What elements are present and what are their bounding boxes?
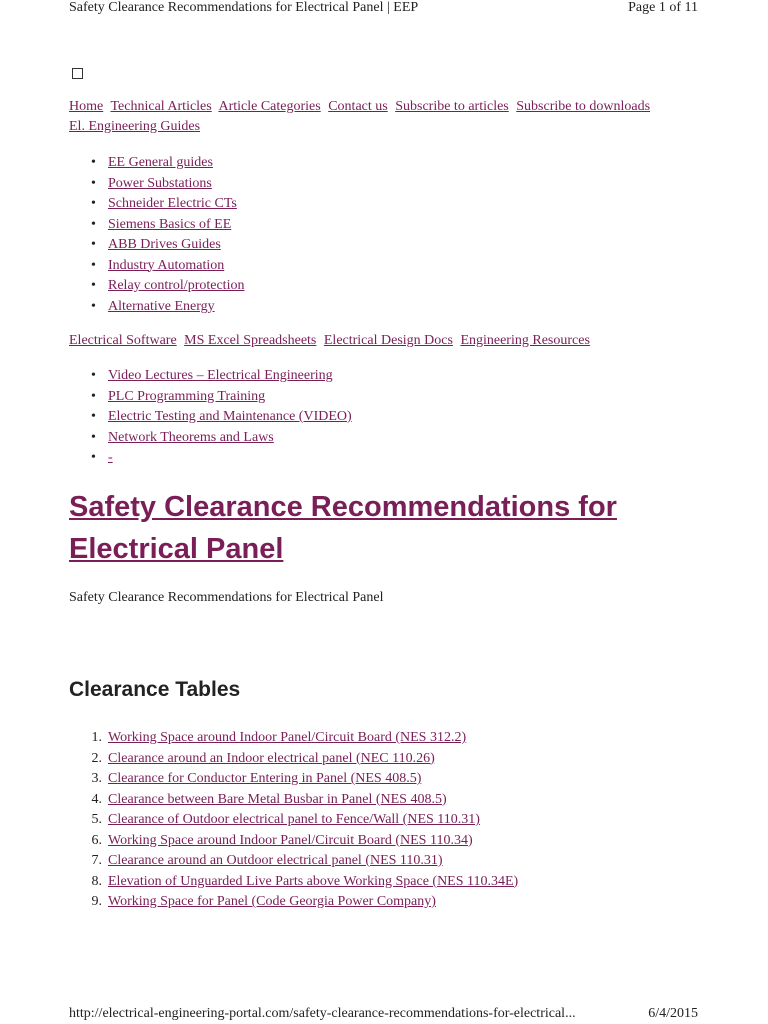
list-number: 2. (91, 750, 102, 766)
nav-link-subscribe-articles[interactable]: Subscribe to articles (395, 99, 509, 114)
list-item (69, 428, 352, 449)
resource-link[interactable]: PLC Programming Training (108, 388, 266, 404)
list-item (69, 448, 352, 469)
guide-link[interactable]: Relay control/protection (108, 278, 245, 293)
guide-link[interactable]: Industry Automation (108, 257, 225, 273)
list-item (69, 194, 244, 215)
article-subtitle: Safety Clearance Recommendations for Electrical Panel (69, 590, 384, 605)
list-item (69, 892, 518, 913)
guide-link[interactable]: Siemens Basics of EE (108, 216, 232, 232)
clearance-tables-list (69, 728, 518, 913)
nav-link-article-categories[interactable]: Article Categories (218, 99, 321, 114)
table-link[interactable]: Clearance for Conductor Entering in Panel (NES 408.5) (108, 771, 422, 786)
table-link[interactable]: Clearance around an Indoor electrical panel (NEC 110.26) (108, 750, 435, 766)
list-item (69, 407, 352, 428)
list-item (69, 851, 518, 872)
list-item (69, 153, 244, 174)
print-page-number: Page 1 of 11 (628, 0, 698, 15)
list-item (69, 297, 244, 318)
nav-link-engineering-guides[interactable]: El. Engineering Guides (69, 119, 201, 134)
menu-checkbox[interactable] (72, 68, 83, 79)
list-number: 6. (91, 832, 102, 848)
nav-link-home[interactable]: Home (69, 99, 104, 114)
list-item (69, 831, 518, 852)
list-number: 3. (91, 771, 102, 786)
list-item (69, 215, 244, 236)
list-item (69, 872, 518, 893)
list-item (69, 276, 244, 297)
list-number: 5. (91, 812, 102, 827)
nav-link-subscribe-downloads[interactable]: Subscribe to downloads (516, 99, 651, 114)
guide-link[interactable]: Alternative Energy (108, 298, 215, 314)
table-link[interactable]: Working Space around Indoor Panel/Circuit Board (NES 110.34) (108, 832, 473, 848)
nav-link-engineering-resources[interactable]: Engineering Resources (460, 333, 590, 348)
list-item (69, 728, 518, 749)
nav-link-electrical-software[interactable]: Electrical Software (69, 333, 177, 348)
list-item (69, 256, 244, 277)
nav-link-design-docs[interactable]: Electrical Design Docs (323, 333, 453, 348)
list-item (69, 366, 352, 387)
list-item (69, 749, 518, 770)
guide-link[interactable]: Power Substations (108, 175, 212, 191)
table-link[interactable]: Working Space for Panel (Code Georgia Power Company) (108, 894, 436, 909)
list-number: 8. (91, 873, 102, 889)
primary-navigation (69, 97, 669, 137)
print-header-title: Safety Clearance Recommendations for Electrical Panel | EEP (69, 0, 419, 15)
table-link[interactable]: Working Space around Indoor Panel/Circuit Board (NES 312.2) (108, 730, 467, 745)
table-link[interactable]: Clearance around an Outdoor electrical panel (NES 110.31) (108, 853, 443, 868)
secondary-navigation (69, 331, 594, 351)
section-heading: Clearance Tables (69, 678, 241, 701)
resource-link[interactable]: Video Lectures – Electrical Engineering (108, 368, 333, 383)
print-footer-url: http://electrical-engineering-portal.com/safety-clearance-recommendations-for-electrical... (69, 1006, 576, 1021)
article-title[interactable]: Safety Clearance Recommendations for Electrical Panel (69, 491, 617, 565)
table-link[interactable]: Clearance of Outdoor electrical panel to Fence/Wall (NES 110.31) (108, 812, 480, 827)
list-item (69, 810, 518, 831)
list-item (69, 235, 244, 256)
nav-link-contact-us[interactable]: Contact us (328, 99, 388, 114)
table-link[interactable]: Elevation of Unguarded Live Parts above Working Space (NES 110.34E) (108, 873, 519, 889)
guide-link[interactable]: EE General guides (108, 155, 213, 170)
list-number: 7. (91, 853, 102, 868)
print-footer-date: 6/4/2015 (648, 1006, 698, 1021)
nav-link-excel-spreadsheets[interactable]: MS Excel Spreadsheets (184, 333, 317, 348)
list-item (69, 769, 518, 790)
guide-link[interactable]: Schneider Electric CTs (108, 196, 237, 211)
resource-link[interactable]: - (108, 450, 113, 465)
resource-link[interactable]: Electric Testing and Maintenance (VIDEO) (108, 409, 352, 424)
list-number: 9. (91, 894, 102, 909)
guides-list (69, 153, 244, 317)
list-item (69, 387, 352, 408)
list-number: 1. (91, 730, 102, 745)
nav-link-technical-articles[interactable]: Technical Articles (110, 99, 212, 114)
list-number: 4. (91, 791, 102, 807)
guide-link[interactable]: ABB Drives Guides (108, 237, 221, 252)
resource-link[interactable]: Network Theorems and Laws (108, 429, 274, 445)
resources-list (69, 366, 352, 469)
list-item (69, 174, 244, 195)
table-link[interactable]: Clearance between Bare Metal Busbar in Panel (NES 408.5) (108, 791, 447, 807)
list-item (69, 790, 518, 811)
